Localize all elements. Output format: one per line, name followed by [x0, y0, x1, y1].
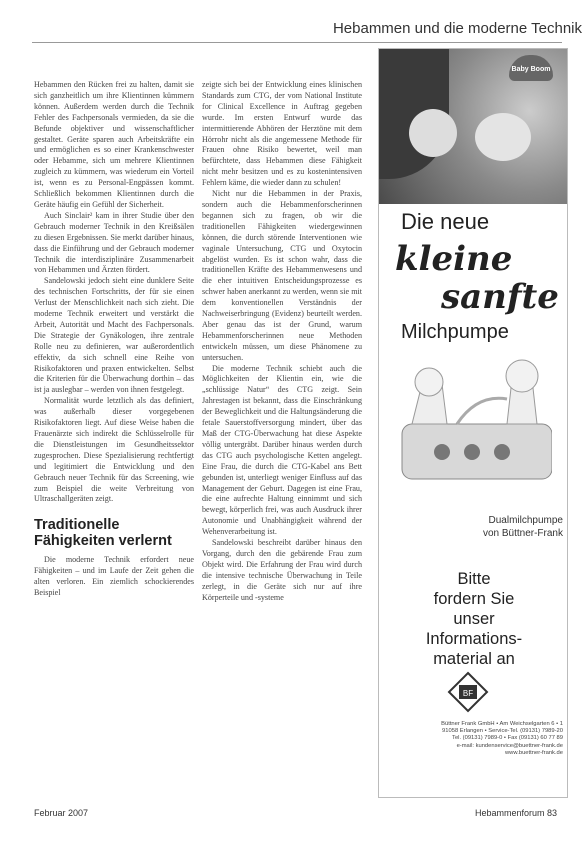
ad-address	[385, 721, 563, 757]
paragraph: Nicht nur die Hebammen in der Praxis, sondern auch die Hebammenforscherinnen begannen sich zu fragen, ob wir die traditionellen Fähigkeiten wiedergewinnen können, die durch störende Interventionen wie vaginale Untersuchung, CTG und Oxytocin abgelöst wurden. Es ist schon wahr, dass die traditionellen Kräfte des Hebammenwesens und die eher intuitiven Entscheidungsprozesse es schwer haben anerkannt zu werden, wenn sie mit dem konventionellen Verständnis der Nachweiserbringung (Evidenz) beurteilt werden. Aber genau das ist der Grund, warum Hebammenforscherinnen neue Methoden entwickeln müssen, um diese Phänomene zu untersuchen.	[202, 189, 362, 362]
paragraph: Die moderne Technik schiebt auch die Möglichkeiten der Klientin ein, wie die „schlüssige Natur“ des CTG zeigt. Sein Jahrestagen ist bekannt, dass die Einschränkung der Beweglichkeit und die Haltungsänderung die fetale Sauerstoffversorgung mindert, über das Maß der CTG-Überwachung hat diese Aspekte völlig untergräbt. Darüber hinaus werden durch das CTG auch psychologische Ketten angelegt. Eine Frau, die durch die CTG-Kabel ans Bett gebunden ist, unterliegt weniger Einfluss auf das Management der Geburt. Dagegen ist eine Frau, die eine aufrechte Haltung einnimmt und sich bewegt, körperlich frei, was auch Ausdruck ihrer Autonomie und Unabhängigkeit während der Wehenverarbeitung ist.	[202, 363, 362, 537]
ad-caption	[395, 514, 563, 540]
breast-pump-icon	[397, 354, 552, 504]
cta-line: unser	[453, 610, 495, 628]
advertisement	[378, 48, 568, 798]
ad-call-to-action	[389, 569, 559, 669]
paragraph: zeigte sich bei der Entwicklung eines klinischen Standards zum CTG, der vom National Institute for Clinical Excellence in Auftrag gegeben wurde. Im ersten Entwurf wurde das intermittierende Abhören der Herztöne mit dem Hörrohr nicht als die angemessene Methode für Frauen ohne Risiko bewertet, weil man befürchtete, dass Hebammen diese Fähigkeit nicht mehr besitzen und es zu kostenintensiven Fehlern käme, die wieder dann zu schulen!	[202, 80, 362, 188]
ad-photo	[379, 49, 567, 204]
caption-line: von Büttner-Frank	[482, 528, 563, 539]
subheading: Traditionelle Fähigkeiten verlernt	[34, 517, 172, 550]
cta-line: Informations-	[425, 630, 523, 648]
brand-mark: BF	[462, 689, 474, 698]
address-line: 91058 Erlangen • Service-Tel. (09131) 7989-20	[442, 728, 563, 735]
paragraph: Normalität wurde letztlich als das definiert, was außerhalb dieser vorgegebenen Risikofaktoren liegt. Auf diese Weise haben die Frauenärzte sich indirekt die Schlüsselrolle für die Dienstleistungen im Gesundheitssektor zugesprochen. Diese Spezialisierung rechtfertigt und legitimiert die Entwicklung und den Gebrauch neuer Technik für das Screening, wie zum Beispiel die weite Verbreitung von Ultraschallgeräten zeigt.	[34, 396, 194, 504]
paragraph: Auch Sinclair² kam in ihrer Studie über den Gebrauch moderner Technik in den Kreißsälen zu diesen Ergebnissen. Sie merkt darüber hinaus, dass die Einführung und der Gebrauch moderner Technik die interdisziplinäre Zusammenarbeit von Hebammen und Ärzten fördert.	[34, 210, 194, 275]
running-header: Hebammen und die moderne Technik	[332, 20, 582, 37]
cta-line: Bitte	[457, 570, 491, 588]
paragraph: Hebammen den Rücken frei zu halten, damit sie sich ganzheitlich um ihre Klientinnen kümmern können. Außerdem werden durch die Technik Fehler des Fachpersonals vermieden, da sie die Befunde objektiver und wissenschaftlicher gestaltet. Geräte sparen auch Arbeitskräfte ein und ermöglichen es so einer Krankenschwester oder Hebamme, sich um mehrere Klientinnen zugleich zu kümmern, was wiederum ein Vorteil ist, wenn es zu Personal-Engpässen kommt. Schließlich bekommen Klientinnen durch die Geräte häufig ein Gefühl der Sicherheit.	[34, 80, 194, 209]
paragraph: Sandelowski beschreibt darüber hinaus den Vorgang, durch den die gebärende Frau zum Objekt wird. Die Erfahrung der Frau wird durch die intensive technische Überwachung in Teile zerlegt, in die Geräte sich nur auf ihre Körperteile und -systeme	[202, 538, 362, 602]
mother-face	[409, 109, 457, 157]
address-line: Büttner Frank GmbH • Am Weichselgarten 6 • 1	[441, 721, 563, 727]
ad-script-word: kleine	[395, 239, 513, 279]
ad-headline: Die neue	[401, 209, 490, 234]
address-line: e-mail: kundenservice@buettner-frank.de	[456, 742, 563, 749]
address-line: www.buettner-frank.de	[505, 749, 563, 756]
buettner-frank-logo-icon	[447, 671, 489, 713]
article-column-1	[34, 80, 194, 599]
cta-line: fordern Sie	[433, 590, 515, 608]
header-rule	[32, 42, 562, 43]
footer-date: Februar 2007	[34, 808, 89, 818]
cta-line: material an	[433, 650, 515, 668]
caption-line: Dualmilchpumpe	[488, 515, 563, 526]
footer-page-number: Hebammenforum 83	[474, 808, 557, 818]
paragraph: Die moderne Technik erfordert neue Fähigkeiten – und im Laufe der Zeit gehen die alten verloren. Ein ziemlich schockierendes Beispiel	[34, 555, 194, 598]
address-line: Tel. (09131) 7989-0 • Fax (09131) 60 77 89	[452, 735, 563, 742]
babyboom-logo: Baby Boom	[509, 55, 553, 81]
article-column-2	[202, 80, 362, 604]
ad-script-word: sanfte	[441, 277, 559, 317]
baby-face	[475, 113, 531, 161]
paragraph: Sandelowski jedoch sieht eine dunklere Seite des technischen Fortschritts, der für sie einen Verlust der Menschlichkeit nach sich zieht. Die moderne Technik erweitert und verstärkt die Arbeit, Autorität und Macht des Fachpersonals. Die Strategie der Gynäkologen, ihre zentrale Rolle neu zu definieren, war außerordentlich effektiv, da sich schnell eine Reihe von Risikofaktoren und praxen entwickelten. Selbst die Kriterien für die Überwachung dorthin – das ist ja auslegbar – werden von ihnen festgelegt.	[34, 276, 194, 395]
ad-product-name: Milchpumpe	[401, 321, 509, 343]
